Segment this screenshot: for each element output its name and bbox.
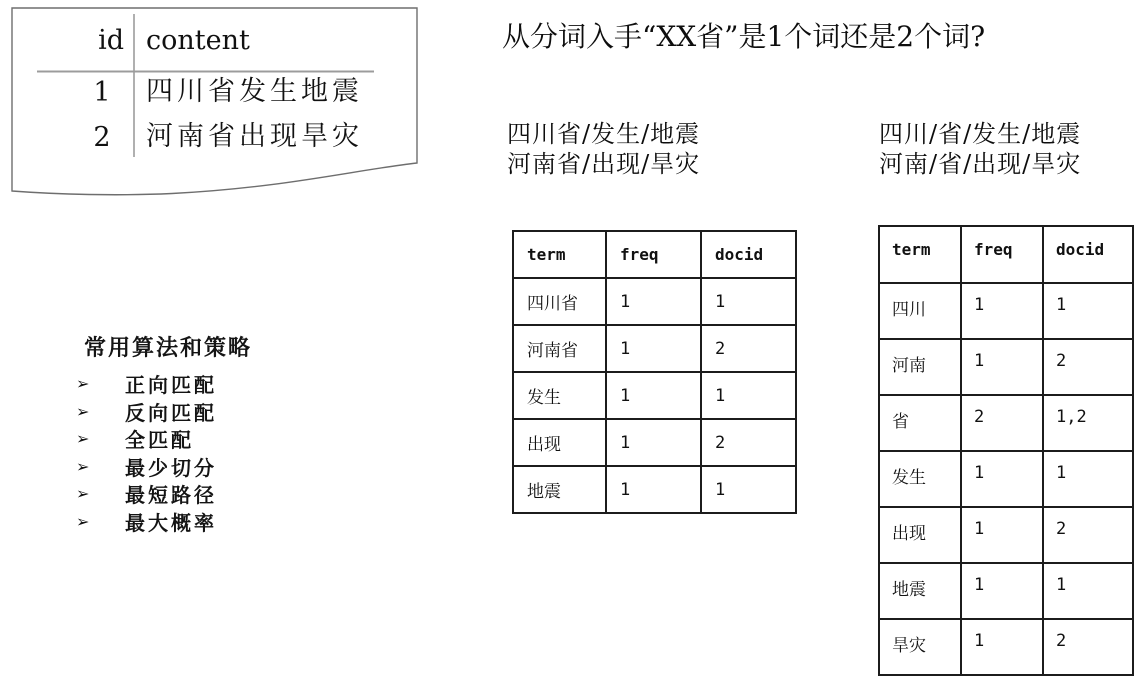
docid-cell: 1 [701, 466, 796, 513]
table-row [513, 419, 796, 466]
segmentation-example-two-words [879, 119, 1081, 179]
arrow-bullet-icon: ➢ [76, 484, 90, 504]
list-item-label: 全匹配 [125, 428, 194, 453]
table-row [879, 283, 1133, 339]
term-cell: 出现 [513, 419, 606, 466]
docid-cell: 1 [701, 372, 796, 419]
col-header-term: term [879, 226, 961, 283]
list-item [76, 370, 252, 398]
table-row [879, 451, 1133, 507]
arrow-bullet-icon: ➢ [76, 374, 90, 394]
freq-cell: 1 [606, 325, 701, 372]
inverted-index-table-two-words [878, 225, 1134, 676]
algorithms-list [76, 331, 252, 535]
doc-col-header-id: id [98, 25, 124, 56]
docid-cell: 1,2 [1043, 395, 1133, 451]
col-header-freq: freq [606, 231, 701, 278]
list-item [76, 425, 252, 453]
list-item-label: 最短路径 [125, 483, 217, 508]
source-document [10, 5, 422, 202]
freq-cell: 1 [961, 451, 1043, 507]
list-item-label: 正向匹配 [125, 373, 217, 398]
table-row [879, 395, 1133, 451]
list-item [76, 398, 252, 426]
table-header-row [513, 231, 796, 278]
segmentation-example-one-word [507, 119, 700, 179]
list-item [76, 508, 252, 536]
segmentation-line: 四川省/发生/地震 [507, 120, 701, 148]
table-row [513, 466, 796, 513]
col-header-freq: freq [961, 226, 1043, 283]
freq-cell: 1 [606, 419, 701, 466]
docid-cell: 1 [1043, 563, 1133, 619]
segmentation-line: 河南/省/出现/旱灾 [879, 150, 1082, 178]
list-item [76, 453, 252, 481]
arrow-bullet-icon: ➢ [76, 429, 90, 449]
freq-cell: 2 [961, 395, 1043, 451]
term-cell: 四川省 [513, 278, 606, 325]
term-cell: 河南 [879, 339, 961, 395]
doc-row-id: 1 [93, 77, 111, 108]
freq-cell: 1 [606, 372, 701, 419]
docid-cell: 2 [1043, 339, 1133, 395]
list-item [76, 480, 252, 508]
docid-cell: 2 [1043, 507, 1133, 563]
docid-cell: 2 [701, 325, 796, 372]
doc-col-header-content: content [146, 25, 250, 56]
doc-row-id: 2 [93, 122, 111, 153]
col-header-docid: docid [701, 231, 796, 278]
table-row [513, 278, 796, 325]
freq-cell: 1 [606, 466, 701, 513]
doc-row-content: 河南省出现旱灾 [146, 121, 363, 152]
term-cell: 发生 [513, 372, 606, 419]
list-item-label: 最少切分 [125, 455, 217, 480]
page-title: 从分词入手“XX省”是1个词还是2个词? [502, 20, 986, 53]
freq-cell: 1 [961, 619, 1043, 675]
term-cell: 省 [879, 395, 961, 451]
freq-cell: 1 [961, 563, 1043, 619]
term-cell: 四川 [879, 283, 961, 339]
algorithms-title: 常用算法和策略 [84, 336, 253, 361]
term-cell: 河南省 [513, 325, 606, 372]
table-row [879, 339, 1133, 395]
table-header-row [879, 226, 1133, 283]
term-cell: 出现 [879, 507, 961, 563]
arrow-bullet-icon: ➢ [76, 456, 90, 476]
term-cell: 地震 [513, 466, 606, 513]
table-row [879, 563, 1133, 619]
inverted-index-table-one-word [512, 230, 797, 514]
table-row [879, 619, 1133, 675]
arrow-bullet-icon: ➢ [76, 511, 90, 531]
table-row [879, 507, 1133, 563]
arrow-bullet-icon: ➢ [76, 401, 90, 421]
col-header-docid: docid [1043, 226, 1133, 283]
list-item-label: 反向匹配 [125, 400, 217, 425]
docid-cell: 1 [1043, 451, 1133, 507]
term-cell: 地震 [879, 563, 961, 619]
table-row [513, 372, 796, 419]
freq-cell: 1 [961, 339, 1043, 395]
list-item-label: 最大概率 [125, 510, 217, 535]
docid-cell: 1 [701, 278, 796, 325]
segmentation-line: 河南省/出现/旱灾 [507, 150, 701, 178]
docid-cell: 2 [1043, 619, 1133, 675]
freq-cell: 1 [961, 507, 1043, 563]
freq-cell: 1 [961, 283, 1043, 339]
col-header-term: term [513, 231, 606, 278]
table-row [513, 325, 796, 372]
term-cell: 发生 [879, 451, 961, 507]
docid-cell: 2 [701, 419, 796, 466]
segmentation-line: 四川/省/发生/地震 [879, 120, 1082, 148]
freq-cell: 1 [606, 278, 701, 325]
term-cell: 旱灾 [879, 619, 961, 675]
doc-row-content: 四川省发生地震 [146, 76, 363, 107]
docid-cell: 1 [1043, 283, 1133, 339]
